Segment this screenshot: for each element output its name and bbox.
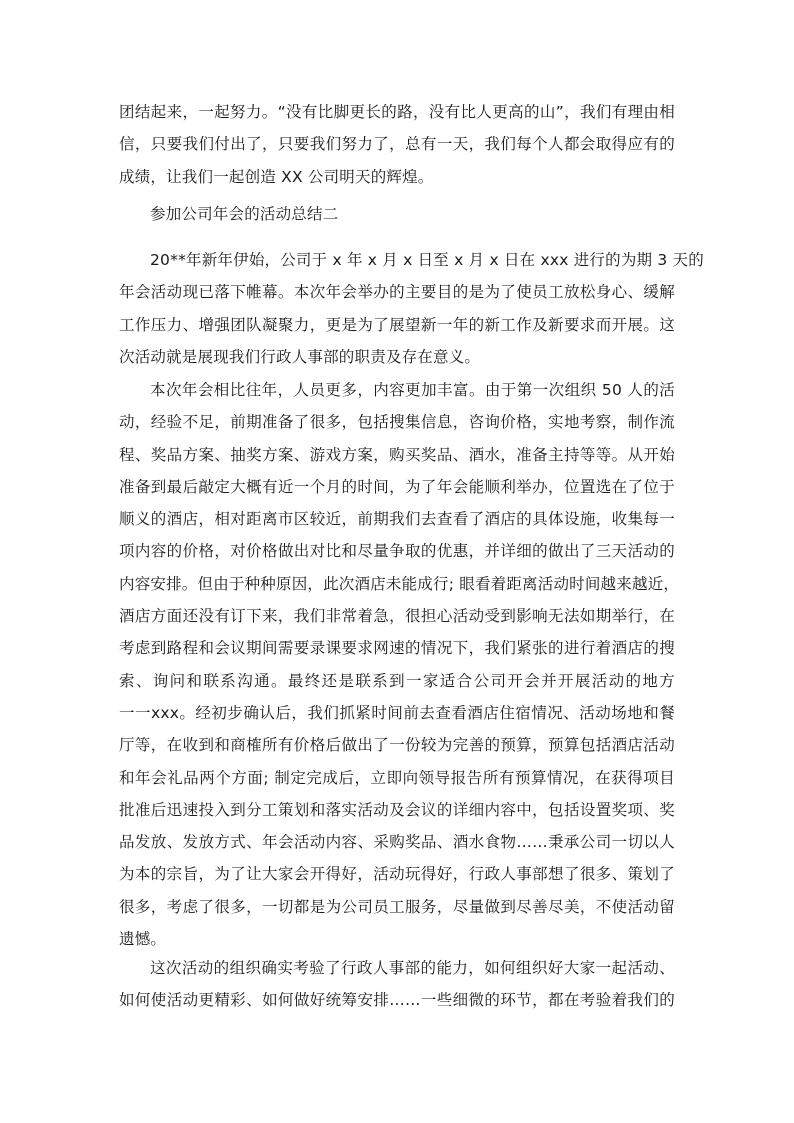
text-line: 工作压力、增强团队凝聚力，更是为了展望新一年的新工作及新要求而开展。这	[119, 315, 675, 334]
text-line: 索、询问和联系沟通。最终还是联系到一家适合公司开会并开展活动的地方	[119, 671, 675, 690]
text-line: 和年会礼品两个方面; 制定完成后，立即向领导报告所有预算情况，在获得项目	[119, 768, 675, 787]
section-heading: 参加公司年会的活动总结二	[150, 205, 339, 223]
text-line: 本次年会相比往年，人员更多，内容更加丰富。由于第一次组织 50 人的活	[150, 381, 675, 399]
text-line: 项内容的价格，对价格做出对比和尽量争取的优惠，并详细的做出了三天活动的	[119, 542, 675, 561]
text-line: 20**年新年伊始，公司于 x 年 x 月 x 日至 x 月 x 日在 xxx 进行的为期 3 天的	[150, 251, 704, 269]
paragraph-reflection	[119, 952, 675, 1017]
text-line: 考虑到路程和会议期间需要录课要求网速的情况下，我们紧张的进行着酒店的搜	[119, 639, 675, 658]
text-line: 酒店方面还没有订下来，我们非常着急，很担心活动受到影响无法如期举行，在	[119, 607, 675, 626]
text-line: 顺义的酒店，相对距离市区较近，前期我们去查看了酒店的具体设施，收集每一	[119, 510, 675, 529]
text-line: 年会活动现已落下帷幕。本次年会举办的主要目的是为了使员工放松身心、缓解	[119, 283, 675, 302]
text-line: 厅等，在收到和商榷所有价格后做出了一份较为完善的预算，预算包括酒店活动	[119, 736, 675, 755]
text-line: 内容安排。但由于种种原因，此次酒店未能成行; 眼看着距离活动时间越来越近，	[119, 574, 680, 593]
text-line: 品发放、发放方式、年会活动内容、采购奖品、酒水食物……秉承公司一切以人	[119, 833, 675, 852]
text-line: 成绩，让我们一起创造 XX 公司明天的辉煌。	[119, 167, 434, 186]
text-line: 很多，考虑了很多，一切都是为公司员工服务，尽量做到尽善尽美，不使活动留	[119, 897, 675, 916]
text-line: 为本的宗旨，为了让大家会开得好，活动玩得好，行政人事部想了很多、策划了	[119, 865, 675, 884]
text-line: 遗憾。	[119, 930, 167, 949]
paragraph-closing	[119, 96, 675, 193]
paragraph-main	[119, 374, 680, 955]
text-line: 信，只要我们付出了，只要我们努力了，总有一天，我们每个人都会取得应有的	[119, 135, 675, 154]
text-line: 一一xxx。经初步确认后，我们抓紧时间前去查看酒店住宿情况、活动场地和餐	[119, 703, 675, 722]
text-line: 准备到最后敲定大概有近一个月的时间，为了年会能顺利举办，位置选在了位于	[119, 477, 675, 496]
text-line: 次活动就是展现我们行政人事部的职责及存在意义。	[119, 347, 481, 366]
text-line: 团结起来，一起努力。“没有比脚更长的路，没有比人更高的山”，我们有理由相	[119, 103, 675, 121]
text-line: 动，经验不足，前期准备了很多，包括搜集信息，咨询价格，实地考察，制作流	[119, 413, 675, 432]
text-line: 程、奖品方案、抽奖方案、游戏方案，购买奖品、酒水，准备主持等等。从开始	[119, 445, 675, 464]
paragraph-intro	[119, 244, 704, 373]
text-line: 如何使活动更精彩、如何做好统筹安排……一些细微的环节，都在考验着我们的	[119, 991, 675, 1010]
text-line: 批准后迅速投入到分工策划和落实活动及会议的详细内容中，包括设置奖项、奖	[119, 800, 675, 819]
text-line: 这次活动的组织确实考验了行政人事部的能力，如何组织好大家一起活动、	[150, 959, 675, 977]
